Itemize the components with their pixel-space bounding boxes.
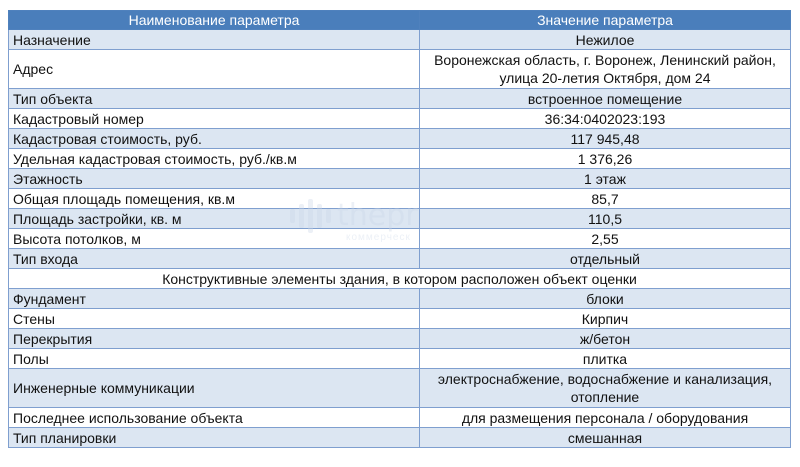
param-value: 36:34:0402023:193	[420, 109, 791, 129]
param-name: Тип входа	[9, 249, 420, 269]
param-name: Тип планировки	[9, 428, 420, 448]
param-value: отдельный	[420, 249, 791, 269]
table-row	[9, 30, 791, 50]
table-row	[9, 169, 791, 189]
table-row	[9, 109, 791, 129]
table-row	[9, 50, 791, 89]
param-name: Стены	[9, 309, 420, 329]
section-title-row	[9, 269, 791, 289]
table-row	[9, 229, 791, 249]
param-value: для размещения персонала / оборудования	[420, 408, 791, 428]
param-value: ж/бетон	[420, 329, 791, 349]
watermark-text: thepr	[337, 198, 418, 233]
table-row	[9, 329, 791, 349]
header-parameter-name: Наименование параметра	[9, 11, 420, 30]
parameters-table	[8, 10, 791, 448]
section-title: Конструктивные элементы здания, в котором расположен объект оценки	[9, 269, 791, 289]
param-name: Высота потолков, м	[9, 229, 420, 249]
param-name: Удельная кадастровая стоимость, руб./кв.м	[9, 149, 420, 169]
param-name: Перекрытия	[9, 329, 420, 349]
table-row	[9, 408, 791, 428]
param-value: 110,5	[420, 209, 791, 229]
table-row	[9, 249, 791, 269]
param-value: электроснабжение, водоснабжение и канализация, отопление	[420, 369, 791, 408]
table-row	[9, 369, 791, 408]
param-name: Полы	[9, 349, 420, 369]
param-name: Тип объекта	[9, 89, 420, 109]
watermark-subtext: коммерческ	[346, 232, 411, 243]
table-row	[9, 428, 791, 448]
param-name: Кадастровый номер	[9, 109, 420, 129]
param-name: Кадастровая стоимость, руб.	[9, 129, 420, 149]
param-value: 117 945,48	[420, 129, 791, 149]
param-name: Назначение	[9, 30, 420, 50]
param-value: Нежилое	[420, 30, 791, 50]
param-name: Общая площадь помещения, кв.м	[9, 189, 420, 209]
parameters-table-container	[8, 10, 790, 448]
param-value: плитка	[420, 349, 791, 369]
param-name: Фундамент	[9, 289, 420, 309]
param-value: смешанная	[420, 428, 791, 448]
table-row	[9, 349, 791, 369]
param-name: Адрес	[9, 50, 420, 89]
table-row	[9, 149, 791, 169]
param-name: Этажность	[9, 169, 420, 189]
table-row	[9, 189, 791, 209]
table-row	[9, 289, 791, 309]
param-name: Последнее использование объекта	[9, 408, 420, 428]
param-value: 2,55	[420, 229, 791, 249]
param-value: Кирпич	[420, 309, 791, 329]
param-name: Инженерные коммуникации	[9, 369, 420, 408]
param-value: 1 этаж	[420, 169, 791, 189]
table-row	[9, 89, 791, 109]
param-value: блоки	[420, 289, 791, 309]
param-name: Площадь застройки, кв. м	[9, 209, 420, 229]
header-parameter-value: Значение параметра	[420, 11, 791, 30]
param-value: 1 376,26	[420, 149, 791, 169]
param-value: Воронежская область, г. Воронеж, Ленинский район, улица 20-летия Октября, дом 24	[420, 50, 791, 89]
table-row	[9, 309, 791, 329]
table-row	[9, 129, 791, 149]
param-value: 85,7	[420, 189, 791, 209]
table-header-row	[9, 11, 791, 30]
table-row	[9, 209, 791, 229]
param-value: встроенное помещение	[420, 89, 791, 109]
